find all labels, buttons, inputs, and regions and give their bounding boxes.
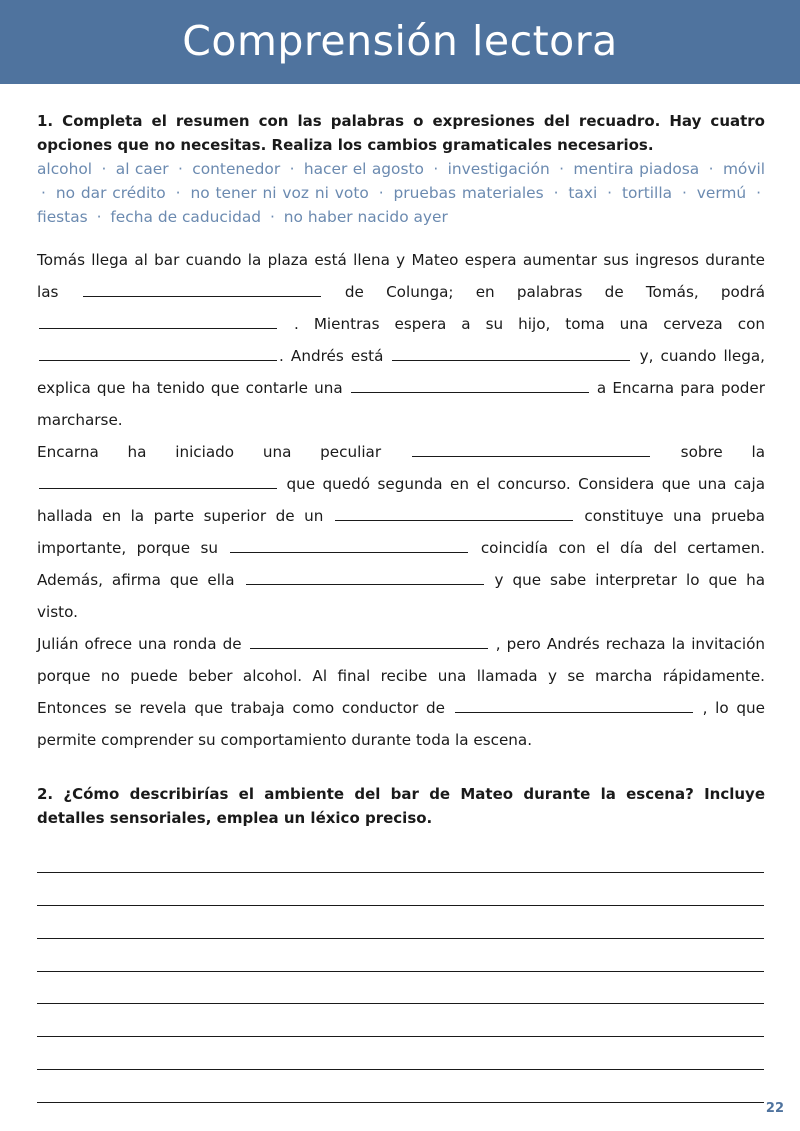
summary-paragraph-2: Encarna ha iniciado una peculiar sobre la que quedó segunda en el concurso. Considera que una caja hallada en la parte superior de un constituye una prueba importante, porque su coincidía con el día del certamen. Además, afirma que ella y que sabe interpretar lo que ha visto.: [37, 436, 765, 628]
page-number: 22: [765, 1101, 784, 1116]
answer-line[interactable]: [37, 873, 764, 906]
answer-blank[interactable]: [412, 440, 650, 457]
question-1-heading: 1. Completa el resumen con las palabras o expresiones del recuadro. Hay cuatro opciones que no necesitas. Realiza los cambios gramaticales necesarios.: [37, 112, 765, 154]
answer-blank[interactable]: [230, 536, 468, 553]
word-separator: ·: [96, 208, 102, 226]
answer-line[interactable]: [37, 939, 764, 972]
word-separator: ·: [433, 160, 439, 178]
word-bank: [37, 157, 765, 229]
answer-blank[interactable]: [39, 472, 277, 489]
word-bank-item: contenedor: [192, 160, 281, 178]
word-bank-item: fecha de caducidad: [110, 208, 262, 226]
word-separator: ·: [289, 160, 295, 178]
word-separator: ·: [41, 184, 46, 202]
answer-blank[interactable]: [246, 568, 484, 585]
answer-blank[interactable]: [392, 344, 630, 361]
word-bank-item: vermú: [696, 184, 747, 202]
answer-blank[interactable]: [39, 344, 277, 361]
title-banner: [0, 0, 800, 84]
answer-line[interactable]: [37, 1070, 764, 1103]
word-bank-item: tortilla: [621, 184, 673, 202]
word-separator: ·: [607, 184, 613, 202]
word-separator: ·: [708, 160, 714, 178]
reading-summary: [37, 244, 765, 756]
answer-line[interactable]: [37, 840, 764, 873]
word-bank-item: alcohol: [37, 160, 93, 178]
word-bank-item: no dar crédito: [55, 184, 166, 202]
word-separator: ·: [378, 184, 384, 202]
answer-line[interactable]: [37, 972, 764, 1005]
word-separator: ·: [269, 208, 275, 226]
word-bank-item: no haber nacido ayer: [283, 208, 448, 226]
word-separator: ·: [681, 184, 687, 202]
word-bank-item: mentira piadosa: [573, 160, 700, 178]
answer-blank[interactable]: [39, 312, 277, 329]
word-bank-item: al caer: [115, 160, 169, 178]
answer-blank[interactable]: [335, 504, 573, 521]
word-bank-item: hacer el agosto: [303, 160, 424, 178]
word-separator: ·: [553, 184, 559, 202]
word-bank-item: taxi: [568, 184, 598, 202]
word-bank-item: investigación: [447, 160, 550, 178]
word-bank-item: móvil: [722, 160, 766, 178]
worksheet-content: [37, 109, 765, 1103]
word-separator: ·: [101, 160, 107, 178]
answer-line[interactable]: [37, 1037, 764, 1070]
word-bank-item: pruebas materiales: [393, 184, 544, 202]
page-title: Comprensión lectora: [182, 17, 618, 65]
answer-blank[interactable]: [250, 632, 488, 649]
answer-line[interactable]: [37, 906, 764, 939]
question-2-heading: 2. ¿Cómo describirías el ambiente del bar de Mateo durante la escena? Incluye detalles sensoriales, emplea un léxico preciso.: [37, 785, 765, 827]
word-separator: ·: [559, 160, 565, 178]
answer-blank[interactable]: [455, 696, 693, 713]
answer-blank[interactable]: [83, 280, 321, 297]
word-separator: ·: [177, 160, 183, 178]
summary-paragraph-3: Julián ofrece una ronda de , pero Andrés rechaza la invitación porque no puede beber alcohol. Al final recibe una llamada y se marcha rápidamente. Entonces se revela que trabaja como conductor de , lo que permite comprender su comportamiento durante toda la escena.: [37, 628, 765, 756]
word-bank-item: fiestas: [37, 208, 88, 226]
answer-line[interactable]: [37, 1004, 764, 1037]
answer-blank[interactable]: [351, 376, 589, 393]
summary-paragraph-1: Tomás llega al bar cuando la plaza está llena y Mateo espera aumentar sus ingresos durante las de Colunga; en palabras de Tomás, podrá . Mientras espera a su hijo, toma una cerveza con . Andrés está y, cuando llega, explica que ha tenido que contarle una a Encarna para poder marcharse.: [37, 251, 766, 429]
word-bank-item: no tener ni voz ni voto: [190, 184, 369, 202]
word-separator: ·: [175, 184, 181, 202]
answer-lines: [37, 840, 765, 1103]
word-separator: ·: [756, 184, 761, 202]
